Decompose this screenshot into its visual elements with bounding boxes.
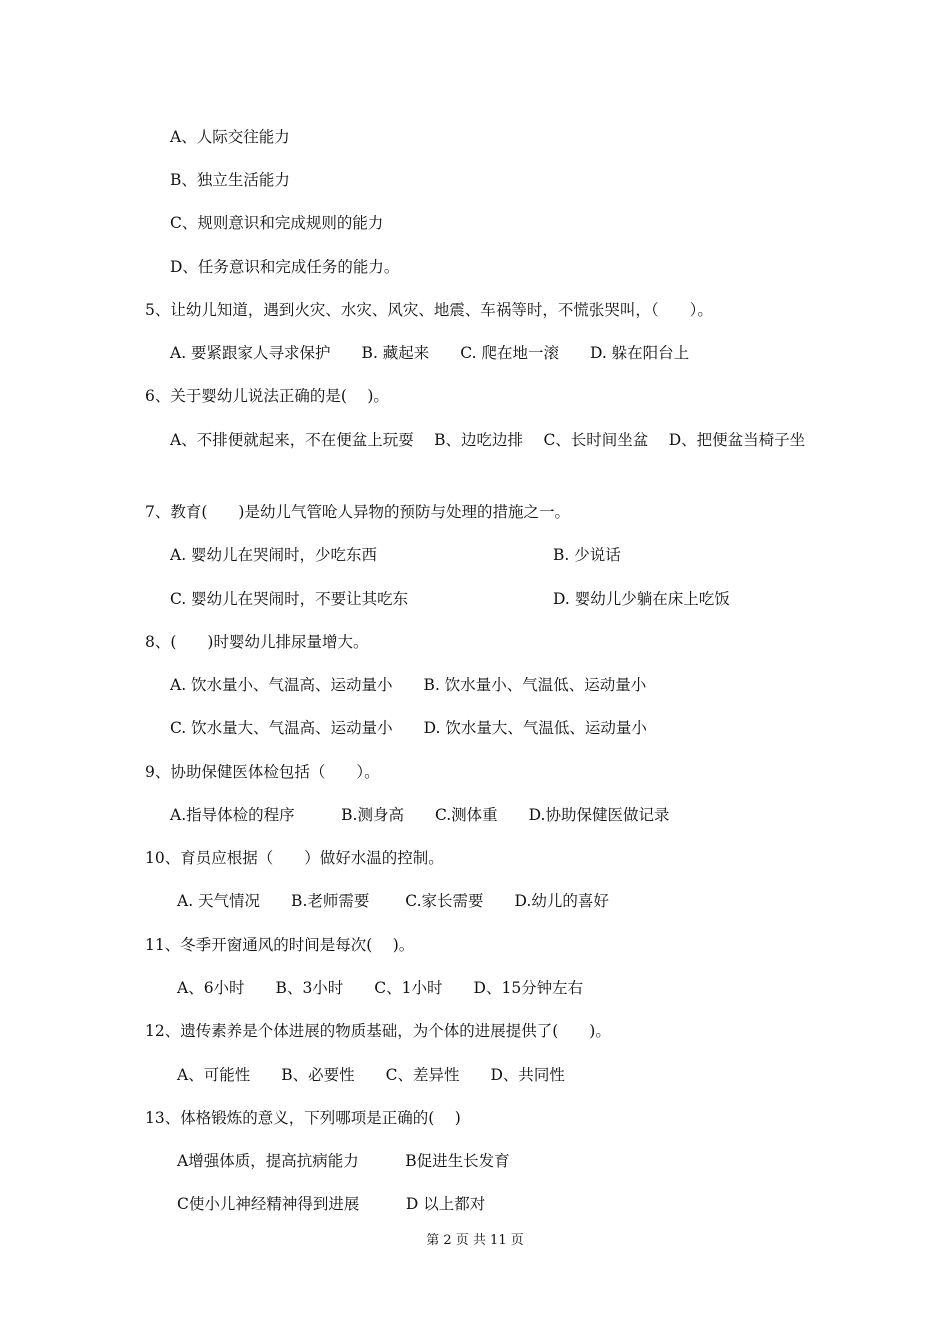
q8-options-row2: C. 饮水量大、气温高、运动量小 D. 饮水量大、气温低、运动量小 (170, 719, 647, 737)
q7-option-c: C. 婴幼儿在哭闹时，不要让其吃东 (170, 590, 409, 608)
q10-stem: 10、育员应根据（ ）做好水温的控制。 (145, 849, 444, 867)
q7-option-b: B. 少说话 (553, 546, 621, 564)
q6-stem: 6、关于婴幼儿说法正确的是( )。 (145, 387, 389, 405)
q6-options: A、不排便就起来，不在便盆上玩耍 B、边吃边排 C、长时间坐盆 D、把便盆当椅子坐 (170, 431, 806, 449)
q10-options: A. 天气情况 B.老师需要 C.家长需要 D.幼儿的喜好 (177, 892, 609, 910)
q4-option-c: C、规则意识和完成规则的能力 (170, 214, 384, 232)
q4-option-b: B、独立生活能力 (170, 171, 290, 189)
q12-stem: 12、遗传素养是个体进展的物质基础，为个体的进展提供了( )。 (145, 1022, 611, 1040)
q11-options: A、6小时 B、3小时 C、1小时 D、15分钟左右 (177, 979, 584, 997)
q9-stem: 9、协助保健医体检包括（ ）。 (145, 763, 380, 781)
q7-option-a: A. 婴幼儿在哭闹时，少吃东西 (170, 546, 378, 564)
q13-options-row1: A增强体质，提高抗病能力 B促进生长发育 (177, 1152, 510, 1170)
q4-option-a: A、人际交往能力 (170, 128, 290, 146)
q13-stem: 13、体格锻炼的意义，下列哪项是正确的( ) (145, 1109, 461, 1127)
q13-options-row2: C使小儿神经精神得到进展 D 以上都对 (177, 1195, 486, 1213)
q5-stem: 5、让幼儿知道，遇到火灾、水灾、风灾、地震、车祸等时，不慌张哭叫，（ ）。 (145, 301, 713, 319)
q9-options: A.指导体检的程序 B.测身高 C.测体重 D.协助保健医做记录 (170, 806, 670, 824)
q7-option-d: D. 婴幼儿少躺在床上吃饭 (553, 590, 730, 608)
q12-options: A、可能性 B、必要性 C、差异性 D、共同性 (177, 1066, 565, 1084)
q8-options-row1: A. 饮水量小、气温高、运动量小 B. 饮水量小、气温低、运动量小 (170, 676, 647, 694)
q4-option-d: D、任务意识和完成任务的能力。 (170, 258, 400, 276)
q8-stem: 8、( )时婴幼儿排尿量增大。 (145, 633, 369, 651)
q7-stem: 7、教育( )是幼儿气管呛人异物的预防与处理的措施之一。 (145, 503, 570, 521)
q5-options: A. 要紧跟家人寻求保护 B. 藏起来 C. 爬在地一滚 D. 躲在阳台上 (170, 344, 690, 362)
page-number-footer: 第 2 页 共 11 页 (426, 1233, 524, 1248)
q11-stem: 11、冬季开窗通风的时间是每次( )。 (145, 936, 415, 954)
